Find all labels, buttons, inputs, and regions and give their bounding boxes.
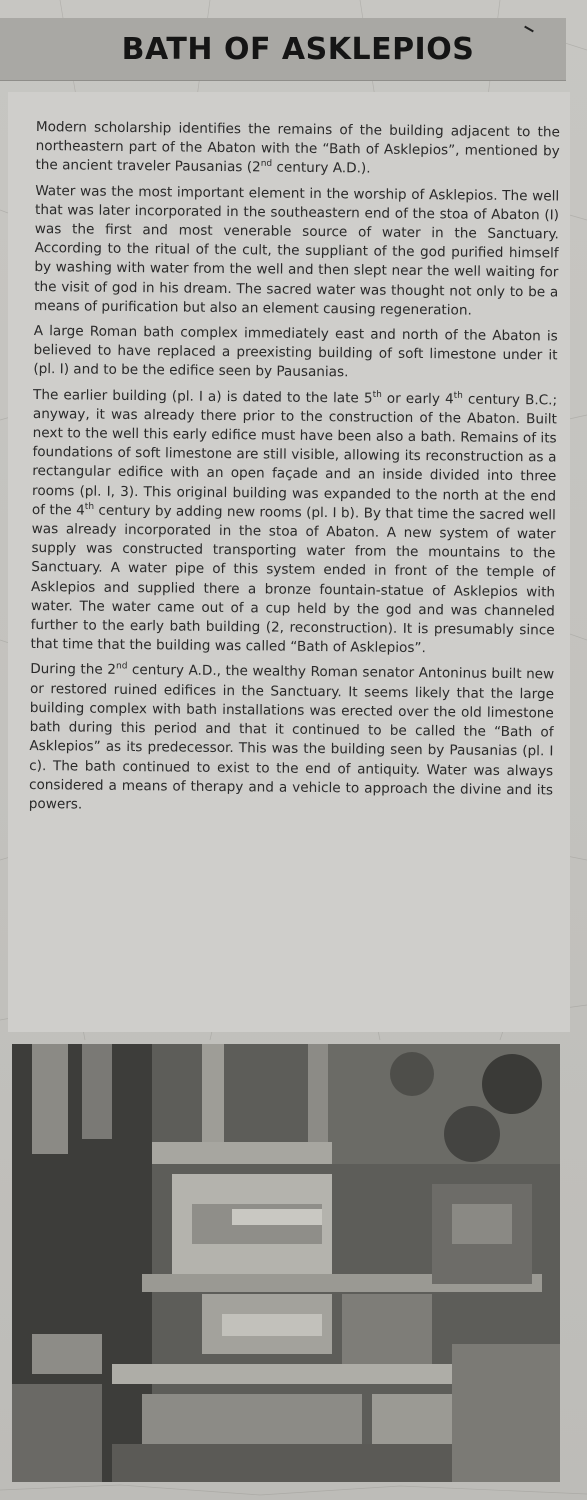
ordinal-suffix: nd bbox=[115, 661, 128, 672]
paragraph-4-text-d: century by adding new rooms (pl. I b). By that time the sacred well was already incorporated in the stoa of Abaton. A new system of water supply was constructed transporting water from the mountains to the Sanctuary. A water pipe of this system ended in front of the temple of Asklepios and supplied there a bronze fountain-statue of Asklepios with water. The water came out of a cup held by the god and was channeled further to the early bath building (2, reconstruction). It is presumably since that time that the building was called “Bath of Asklepios”. bbox=[30, 502, 556, 657]
paragraph-5 bbox=[29, 660, 555, 819]
ordinal-suffix: th bbox=[372, 389, 382, 400]
paragraph-4 bbox=[30, 386, 557, 660]
ordinal-suffix: th bbox=[453, 390, 463, 401]
paragraph-2: Water was the most important element in the worship of Asklepios. The well that was later incorporated in the southeastern end of the stoa of Abaton (I) was the first and most venerable source of water in the Sanctuary. According to the ritual of the cult, the suppliant of the god purified himself by washing with water from the well and then slept near the well waiting for the visit of god in his dream. The sacred water was thought not only to be a means of purification but also an element causing regeneration. bbox=[33, 182, 560, 319]
ordinal-suffix: nd bbox=[260, 159, 273, 170]
paragraph-1-text: Modern scholarship identifies the remains of the building adjacent to the northeastern part of the Abaton with the “Bath of Asklepios”, mentioned by the ancient traveler Pausanias (2 bbox=[35, 118, 560, 176]
paragraph-4-text-c: century B.C.; anyway, it was already there prior to the construction of the Abaton. Built next to the well this early edifice must have been also a bath. Remains of its foundations of soft limestone are still visible, allowing its reconstruction as a rectangular edifice with an open façade and an inside divided into three rooms (pl. I, 3). This original building was expanded to the north at the end of the 4 bbox=[31, 391, 558, 519]
paragraph-5-text: During the 2 bbox=[30, 661, 117, 679]
ordinal-suffix: th bbox=[84, 501, 95, 512]
paragraph-4-text-b: or early 4 bbox=[381, 390, 454, 408]
excavation-photo bbox=[12, 1044, 560, 1482]
paragraph-3: A large Roman bath complex immediately east and north of the Abaton is believed to have replaced a preexisting building of soft limestone under it (pl. I) and to be the edifice seen by Pausanias. bbox=[33, 323, 558, 381]
excavation-photo-image bbox=[12, 1044, 560, 1482]
paragraph-4-text-a: The earlier building (pl. I a) is dated to the late 5 bbox=[33, 386, 373, 407]
paragraph-1 bbox=[35, 118, 560, 181]
paragraph-1-text-end: century A.D.). bbox=[272, 159, 371, 177]
sign-body-text bbox=[29, 118, 560, 826]
paragraph-5-text-end: century A.D., the wealthy Roman senator Antoninus built new or restored ruined edifices in the Sanctuary. It seems likely that the large building complex with bath installations was erected over the old limestone bath during this period and that it continued to be called the “Bath of Asklepios” as its predecessor. This was the building seen by Pausanias (pl. I c). The bath continued to exist to the end of antiquity. Water was always considered a means of therapy and a vehicle to approach the divine and its powers. bbox=[28, 662, 555, 813]
sign-title: BATH OF ASKLEPIOS bbox=[121, 32, 475, 67]
